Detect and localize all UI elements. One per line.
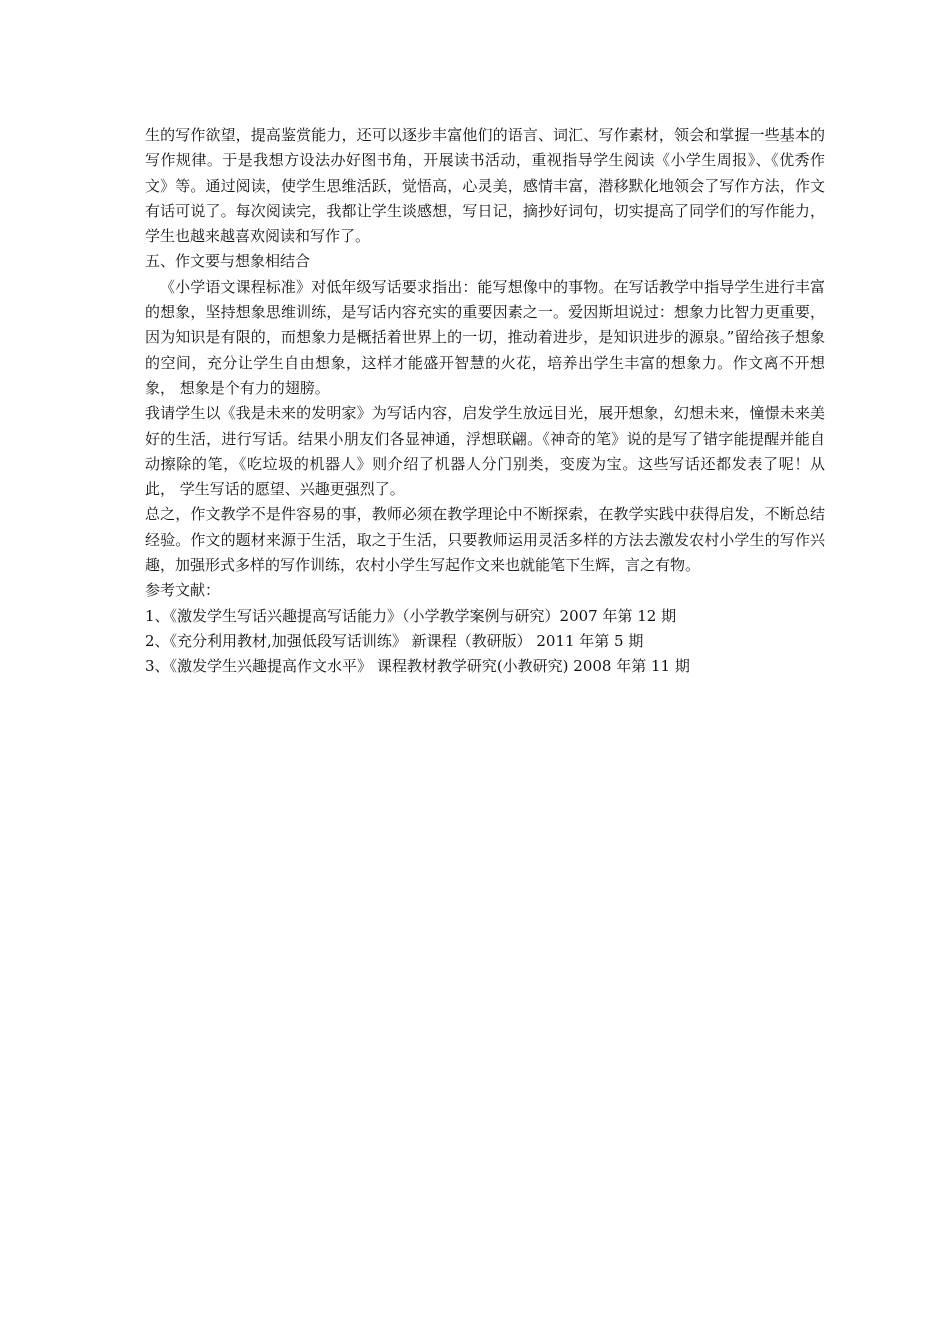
- reference-item-1: 1、《激发学生写话兴趣提高写话能力》（小学教学案例与研究）2007 年第 12 期: [145, 606, 677, 625]
- document-page: [145, 123, 825, 680]
- paragraph-conclusion: 总之，作文教学不是件容易的事，教师必须在教学理论中不断探索，在教学实践中获得启发，不断总结经验。作文的题材来源于生活，取之于生活，只要教师运用灵活多样的方法去激发农村小学生的写作兴趣，加强形式多样的写作训练，农村小学生写起作文来也就能笔下生辉，言之有物。: [145, 505, 825, 575]
- reference-item-2: 2、《充分利用教材,加强低段写话训练》 新课程（教研版） 2011 年第 5 期: [145, 631, 644, 650]
- reference-item-3: 3、《激发学生兴趣提高作文水平》 课程教材教学研究(小教研究) 2008 年第 11 期: [145, 657, 690, 676]
- section-heading-imagination: 五、作文要与想象相结合: [145, 252, 311, 271]
- paragraph-curriculum-standard: 《小学语文课程标准》对低年级写话要求指出：能写想像中的事物。在写话教学中指导学生进行丰富的想象，坚持想象思维训练，是写话内容充实的重要因素之一。爱因斯坦说过：想象力比智力更重要，因为知识是有限的，而想象力是概括着世界上的一切，推动着进步，是知识进步的源泉。”留给孩子想象的空间，充分让学生自由想象，这样才能盛开智慧的火花，培养出学生丰富的想象力。作文离不开想象， 想象是个有力的翅膀。: [145, 277, 825, 397]
- references-heading: 参考文献：: [145, 581, 221, 600]
- paragraph-reading: 生的写作欲望，提高鉴赏能力，还可以逐步丰富他们的语言、词汇、写作素材，领会和掌握一些基本的写作规律。于是我想方设法办好图书角，开展读书活动，重视指导学生阅读《小学生周报》、《优秀作文》等。通过阅读，使学生思维活跃，觉悟高，心灵美，感情丰富，潜移默化地领会了写作方法，作文有话可说了。每次阅读完，我都让学生谈感想，写日记，摘抄好词句，切实提高了同学们的写作能力， 学生也越来越喜欢阅读和写作了。: [145, 126, 825, 246]
- paragraph-inventor-example: 我请学生以《我是未来的发明家》为写话内容，启发学生放远目光，展开想象，幻想未来，憧憬未来美好的生活，进行写话。结果小朋友们各显神通，浮想联翩。《神奇的笔》说的是写了错字能提醒并能自动擦除的笔，《吃垃圾的机器人》则介绍了机器人分门别类，变废为宝。这些写话还都发表了呢！从此， 学生写话的愿望、兴趣更强烈了。: [145, 404, 825, 499]
